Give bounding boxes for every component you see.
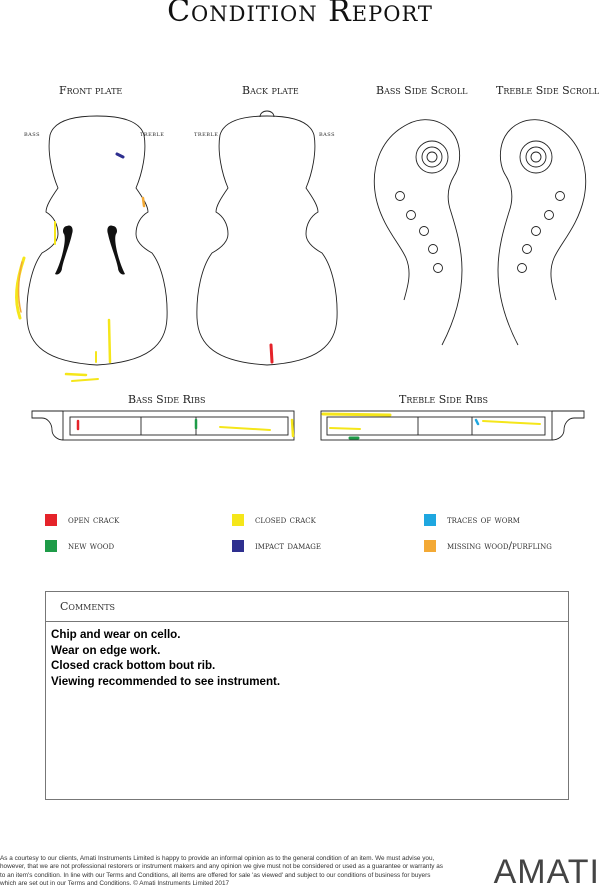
back-bass-label: bass — [319, 130, 336, 138]
missing-wood-swatch — [424, 540, 436, 552]
comment-line: Closed crack bottom bout rib. — [51, 659, 216, 672]
comments-header — [46, 592, 568, 622]
comment-line: Wear on edge work. — [51, 643, 161, 657]
amati-logo: AMATI — [493, 853, 600, 891]
legend-impact-damage — [232, 539, 321, 553]
open-crack-swatch — [45, 514, 57, 526]
comments-box — [45, 591, 569, 800]
front-bass-label: bass — [24, 130, 41, 138]
closed-crack-swatch — [232, 514, 244, 526]
front-plate-outline — [27, 116, 167, 365]
f-holes — [55, 225, 125, 274]
bass-ribs-drawing — [32, 411, 294, 440]
disclaimer-text: As a courtesy to our clients, Amati Instruments Limited is happy to provide an informal opinion as to the general condition of an item. We must advise you, however, that we are not professional restorers or instrument makers and any opinion we give must not be considered or used as a guarantee or warranty as to an item's condition. In line with our Terms and Conditions, all items are offered for sale 'as viewed' and subject to our conditions of business for buyers which are set out in our Terms and Conditions. © Amati Instruments Limited 2017 — [0, 855, 443, 888]
comments-body — [51, 627, 280, 689]
report-title: Condition Report — [167, 0, 433, 29]
new-wood-swatch — [45, 540, 57, 552]
front-plate-label: Front plate — [59, 84, 123, 97]
legend-label: traces of worm — [447, 514, 520, 526]
legend-label: open crack — [68, 514, 120, 526]
legend-new-wood — [45, 539, 114, 553]
impact-damage-swatch — [232, 540, 244, 552]
legend-open-crack — [45, 513, 119, 527]
damage-marks — [17, 154, 540, 438]
front-treble-label: treble — [140, 130, 165, 138]
bass-side-scroll-label: Bass Side Scroll — [376, 84, 468, 97]
comments-heading: Comments — [60, 600, 116, 613]
legend-label: new wood — [68, 540, 115, 552]
legend-missing-wood — [424, 539, 552, 553]
treble-scroll-drawing — [498, 120, 586, 345]
legend-label: closed crack — [255, 514, 316, 526]
treble-side-ribs-label: Treble Side Ribs — [399, 393, 488, 406]
back-plate-outline — [197, 116, 337, 365]
legend-label: impact damage — [255, 540, 322, 552]
comment-line: Chip and wear on cello. — [51, 628, 181, 641]
back-treble-label: treble — [194, 130, 219, 138]
treble-side-scroll-label: Treble Side Scroll — [496, 84, 600, 97]
bass-side-ribs-label: Bass Side Ribs — [128, 393, 206, 406]
legend-label: missing wood/purfling — [447, 540, 552, 552]
legend-traces-of-worm — [424, 513, 520, 527]
traces-of-worm-swatch — [424, 514, 436, 526]
back-plate-label: Back plate — [242, 84, 299, 97]
comment-line: Viewing recommended to see instrument. — [51, 674, 281, 688]
legend-closed-crack — [232, 513, 316, 527]
bass-scroll-drawing — [374, 120, 462, 345]
